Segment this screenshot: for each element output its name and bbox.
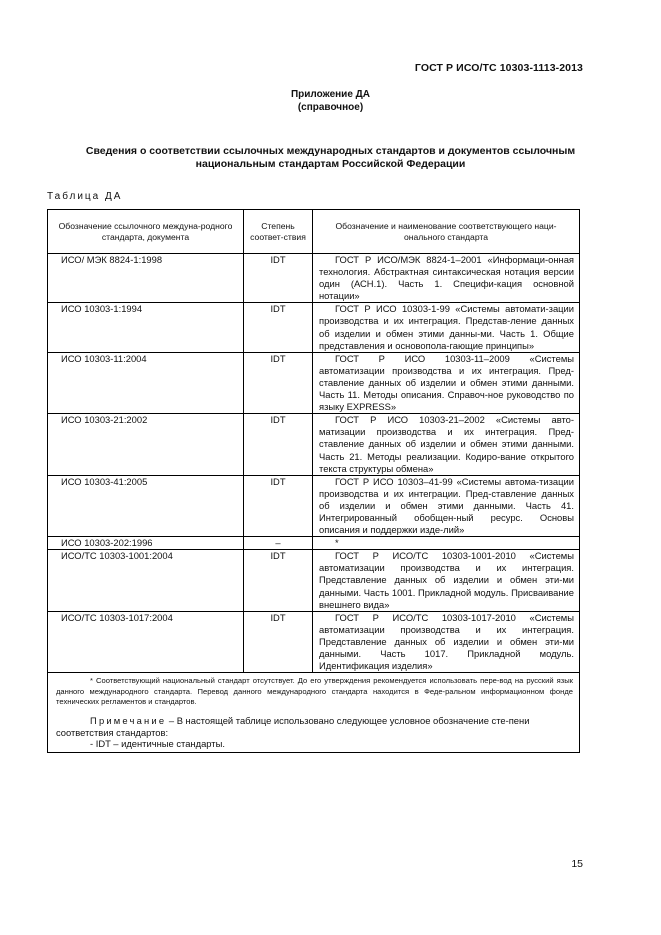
appendix-subtitle: (справочное) (297, 102, 364, 113)
document-header: ГОСТ Р ИСО/ТС 10303-1113-2013 (414, 62, 583, 74)
footnote: * Соответствующий национальный стандарт отсутствует. До его утверждения рекомендуется использовать пере-вод на русский язык данного международного стандарта. Перевод данного международного стандарта находится в Феде-ральном информационном фонде технических регламентов и стандартов. (56, 676, 573, 706)
table-footer (48, 673, 580, 753)
table-row (48, 475, 580, 536)
cell-national-standard: ГОСТ Р ИСО 10303–41-99 «Системы автома-тизации производства и их интеграции. Пред-ставление данных об изделии и обмен этими данными. Часть 41. Интегрированный обобщен-ный ресурс. Основы описания и поддержки изде-лий» (313, 475, 580, 536)
cell-national-standard: * (313, 537, 580, 550)
appendix-heading (0, 88, 661, 114)
cell-national-standard: ГОСТ Р ИСО 10303-11–2009 «Системы автоматизации производства и их интеграция. Пред-ставление данных об изделии и обмен этими данными. Часть 11. Методы описания. Справоч-ное руководство по языку EXPRESS» (313, 352, 580, 413)
table-caption: Таблица ДА (47, 191, 123, 202)
cell-intl-standard: ИСО 10303-1:1994 (48, 303, 244, 352)
note-text: – В настоящей таблице использовано следующее условное обозначение сте-пени соответствия стандартов: (56, 715, 530, 738)
table-row (48, 254, 580, 303)
legend: - IDT – идентичные стандарты. (90, 738, 225, 750)
cell-degree: IDT (244, 550, 313, 611)
cell-degree: IDT (244, 254, 313, 303)
table-row (48, 303, 580, 352)
table-row (48, 414, 580, 475)
table-row (48, 611, 580, 672)
cell-national-standard: ГОСТ Р ИСО/МЭК 8824-1–2001 «Информаци-онная технология. Абстрактная синтаксическая нотация версии один (АСН.1). Часть 1. Специфи-кация основной нотации» (313, 254, 580, 303)
section-title-line1: Сведения о соответствии ссылочных международных стандартов и документов ссылочным (85, 145, 576, 157)
cell-intl-standard: ИСО 10303-202:1996 (48, 537, 244, 550)
cell-intl-standard: ИСО/ МЭК 8824-1:1998 (48, 254, 244, 303)
cell-intl-standard: ИСО 10303-11:2004 (48, 352, 244, 413)
cell-national-standard: ГОСТ Р ИСО 10303-1-99 «Системы автомати-зации производства и их интеграция. Представ-ление данных об изделии и обмен этими данны-ми. Часть 1. Общие представления и основопола-гающие принципы» (313, 303, 580, 352)
section-title (40, 145, 621, 171)
correspondence-table (47, 209, 580, 753)
table-row (48, 352, 580, 413)
cell-degree: IDT (244, 611, 313, 672)
cell-national-standard: ГОСТ Р ИСО 10303-21–2002 «Системы авто-матизации производства и их интеграция. Пред-ставление данных об изделии и обмен этими данными. Часть 21. Методы реализации. Кодиро-вание открытого текста структуры обмена» (313, 414, 580, 475)
table-row (48, 537, 580, 550)
note-label: Примечание (90, 715, 167, 727)
cell-intl-standard: ИСО/ТС 10303-1001:2004 (48, 550, 244, 611)
cell-national-standard: ГОСТ Р ИСО/ТС 10303-1001-2010 «Системы автоматизации производства и их интеграция. Представление данных об изделии и обмен эти-ми данными. Часть 1001. Прикладной модуль. Присваивание внешнего вида» (313, 550, 580, 611)
cell-intl-standard: ИСО 10303-41:2005 (48, 475, 244, 536)
header-national-standard: Обозначение и наименование соответствующего наци-онального стандарта (313, 210, 580, 254)
appendix-title: Приложение ДА (290, 89, 371, 100)
cell-degree: – (244, 537, 313, 550)
cell-intl-standard: ИСО/ТС 10303-1017:2004 (48, 611, 244, 672)
cell-degree: IDT (244, 475, 313, 536)
header-intl-standard: Обозначение ссылочного междуна-родного стандарта, документа (48, 210, 244, 254)
note (56, 715, 573, 738)
page-number: 15 (571, 858, 583, 870)
table-header-row (48, 210, 580, 254)
cell-degree: IDT (244, 352, 313, 413)
cell-intl-standard: ИСО 10303-21:2002 (48, 414, 244, 475)
cell-national-standard: ГОСТ Р ИСО/ТС 10303-1017-2010 «Системы автоматизации производства и их интеграция. Представление данных об изделии и обмен эти-ми данными. Часть 1017. Прикладной модуль. Идентификация изделия» (313, 611, 580, 672)
cell-degree: IDT (244, 414, 313, 475)
cell-degree: IDT (244, 303, 313, 352)
section-title-line2: национальным стандартам Российской Федерации (195, 158, 466, 170)
table-row (48, 550, 580, 611)
table-footer-row (48, 673, 580, 753)
header-degree: Степень соответ-ствия (244, 210, 313, 254)
